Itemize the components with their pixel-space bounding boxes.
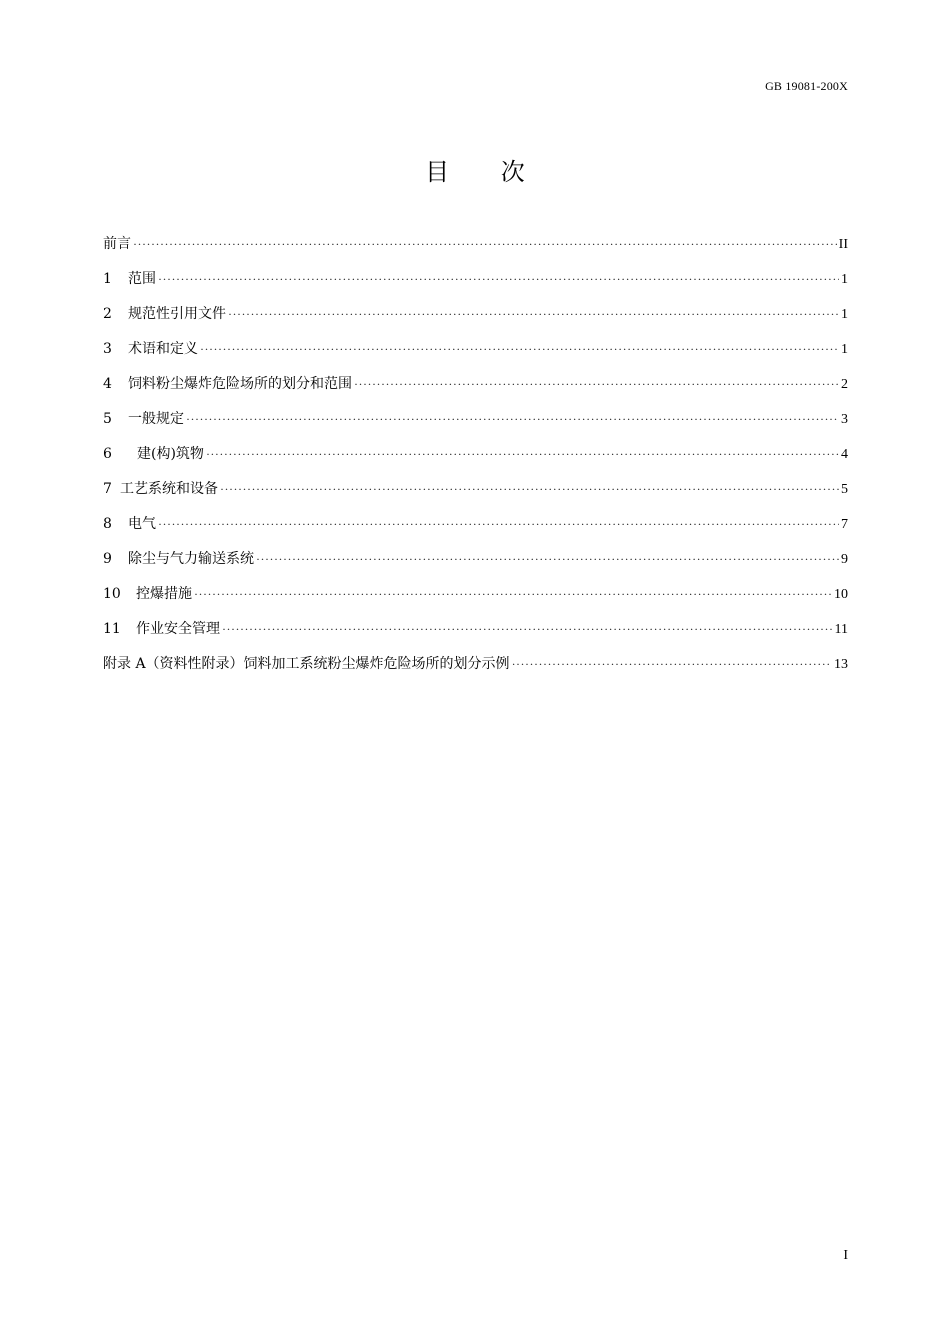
toc-leader-dots (512, 657, 832, 672)
toc-leader-dots (222, 622, 833, 637)
toc-entry-appendix-a[interactable] (103, 653, 848, 688)
toc-entry-label: 饲料粉尘爆炸危险场所的划分和范围 (128, 376, 352, 392)
toc-leader-dots (228, 307, 839, 322)
toc-entry-page: 4 (841, 447, 848, 462)
toc-entry-label: 建(构)筑物 (137, 446, 204, 462)
toc-entry-number: 7 (103, 481, 112, 497)
toc-entry-5[interactable] (103, 408, 848, 443)
toc-entry-11[interactable] (103, 618, 848, 653)
toc-entry-preface[interactable] (103, 233, 848, 268)
toc-entry-number: 4 (103, 376, 112, 392)
toc-entry-label: 规范性引用文件 (128, 306, 226, 322)
toc-entry-label: 术语和定义 (128, 341, 198, 357)
toc-entry-number: 6 (103, 446, 112, 462)
toc-entry-label: 作业安全管理 (136, 621, 220, 637)
toc-entry-page: II (838, 237, 848, 252)
toc-entry-page: 3 (841, 412, 848, 427)
toc-entry-label: 一般规定 (128, 411, 184, 427)
toc-entry-number: 3 (103, 341, 112, 357)
toc-entry-number: 2 (103, 306, 112, 322)
toc-leader-dots (220, 482, 839, 497)
page-number: I (843, 1248, 848, 1263)
toc-entry-1[interactable] (103, 268, 848, 303)
toc-leader-dots (206, 447, 839, 462)
toc-entry-page: 1 (841, 272, 848, 287)
toc-entry-number: 1 (103, 271, 112, 287)
toc-leader-dots (158, 272, 839, 287)
toc-entry-page: 7 (841, 517, 848, 532)
toc-entry-6[interactable] (103, 443, 848, 478)
toc-entry-7[interactable] (103, 478, 848, 513)
toc-entry-number: 10 (103, 586, 121, 602)
toc-entry-label: 工艺系统和设备 (120, 481, 218, 497)
toc-entry-page: 13 (834, 657, 848, 672)
toc-entry-page: 9 (841, 552, 848, 567)
toc-entry-4[interactable] (103, 373, 848, 408)
toc-entry-number: 11 (103, 621, 121, 637)
toc-leader-dots (200, 342, 839, 357)
toc-entry-page: 1 (841, 342, 848, 357)
toc-entry-8[interactable] (103, 513, 848, 548)
toc-entry-3[interactable] (103, 338, 848, 373)
toc-entry-label: 电气 (128, 516, 156, 532)
toc-entry-page: 10 (834, 587, 848, 602)
toc-entry-2[interactable] (103, 303, 848, 338)
toc-leader-dots (354, 377, 839, 392)
toc-entry-page: 5 (841, 482, 848, 497)
toc-entry-label: 除尘与气力输送系统 (128, 551, 254, 567)
toc-leader-dots (186, 412, 839, 427)
toc-entry-9[interactable] (103, 548, 848, 583)
toc-entry-10[interactable] (103, 583, 848, 618)
toc-entry-label: 控爆措施 (136, 586, 192, 602)
toc-entry-label: 前言 (103, 236, 131, 252)
toc-entry-page: 1 (841, 307, 848, 322)
table-of-contents (103, 233, 848, 688)
toc-leader-dots (194, 587, 832, 602)
toc-entry-label: 范围 (128, 271, 156, 287)
toc-title: 目 次 (425, 158, 547, 186)
toc-entry-number: 8 (103, 516, 112, 532)
document-code: GB 19081-200X (765, 79, 848, 93)
toc-entry-page: 2 (841, 377, 848, 392)
toc-entry-page: 11 (834, 622, 848, 637)
toc-entry-number: 5 (103, 411, 112, 427)
toc-leader-dots (133, 237, 837, 252)
toc-entry-number: 9 (103, 551, 112, 567)
toc-entry-label: 附录 A（资料性附录）饲料加工系统粉尘爆炸危险场所的划分示例 (103, 656, 510, 672)
toc-leader-dots (158, 517, 839, 532)
toc-leader-dots (256, 552, 839, 567)
